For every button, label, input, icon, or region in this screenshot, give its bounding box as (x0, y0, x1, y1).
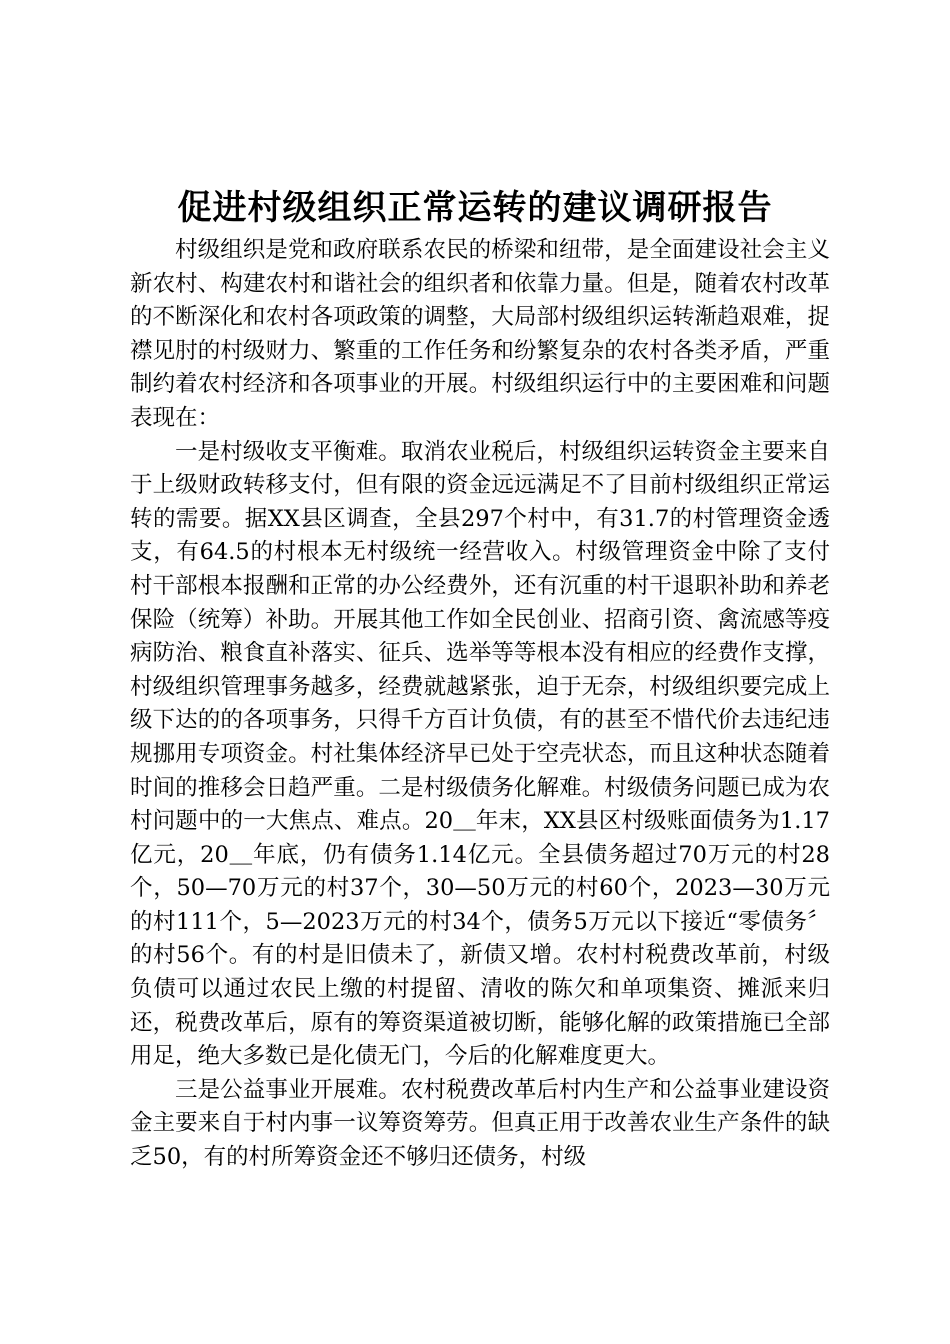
document-body (130, 234, 830, 1175)
paragraph-intro: 村级组织是党和政府联系农民的桥梁和纽带，是全面建设社会主义新农村、构建农村和谐社会的组织者和依靠力量。但是，随着农村改革的不断深化和农村各项政策的调整，大局部村级组织运转渐趋艰难，捉襟见肘的村级财力、繁重的工作任务和纷繁复杂的农村各类矛盾，严重制约着农村经济和各项事业的开展。村级组织运行中的主要困难和问题表现在： (130, 237, 830, 431)
document-title: 促进村级组织正常运转的建议调研报告 (177, 188, 773, 228)
paragraph-public-welfare: 三是公益事业开展难。农村税费改革后村内生产和公益事业建设资金主要来自于村内事一议筹资筹劳。但真正用于改善农业生产条件的缺乏50，有的村所筹资金还不够归还债务，村级 (130, 1076, 830, 1171)
paragraph-difficulties: 一是村级收支平衡难。取消农业税后，村级组织运转资金主要来自于上级财政转移支付，但有限的资金远远满足不了目前村级组织正常运转的需要。据XX县区调查，全县297个村中，有31.7的村管理资金透支，有64.5的村根本无村级统一经营收入。村级管理资金中除了支付村干部根本报酬和正常的办公经费外，还有沉重的村干退职补助和养老保险（统筹）补助。开展其他工作如全民创业、招商引资、禽流感等疫病防治、粮食直补落实、征兵、选举等等根本没有相应的经费作支撑，村级组织管理事务越多，经费就越紧张，迫于无奈，村级组织要完成上级下达的的各项事务，只得千方百计负债，有的甚至不惜代价去违纪违规挪用专项资金。村社集体经济早已处于空壳状态，而且这种状态随着时间的推移会日趋严重。二是村级债务化解难。村级债务问题已成为农村问题中的一大焦点、难点。20＿年末，XX县区村级账面债务为1.17亿元，20＿年底，仍有债务1.14亿元。全县债务超过70万元的村28个，50—70万元的村37个，30—50万元的村60个，2023—30万元的村111个，5—2023万元的村34个，债务5万元以下接近“零债务〞的村56个。有的村是旧债未了，新债又增。农村村税费改革前，村级负债可以通过农民上缴的村提留、清收的陈欠和单项集资、摊派来归还，税费改革后，原有的筹资渠道被切断，能够化解的政策措施已全部用足，绝大多数已是化债无门，今后的化解难度更大。 (130, 438, 830, 1070)
